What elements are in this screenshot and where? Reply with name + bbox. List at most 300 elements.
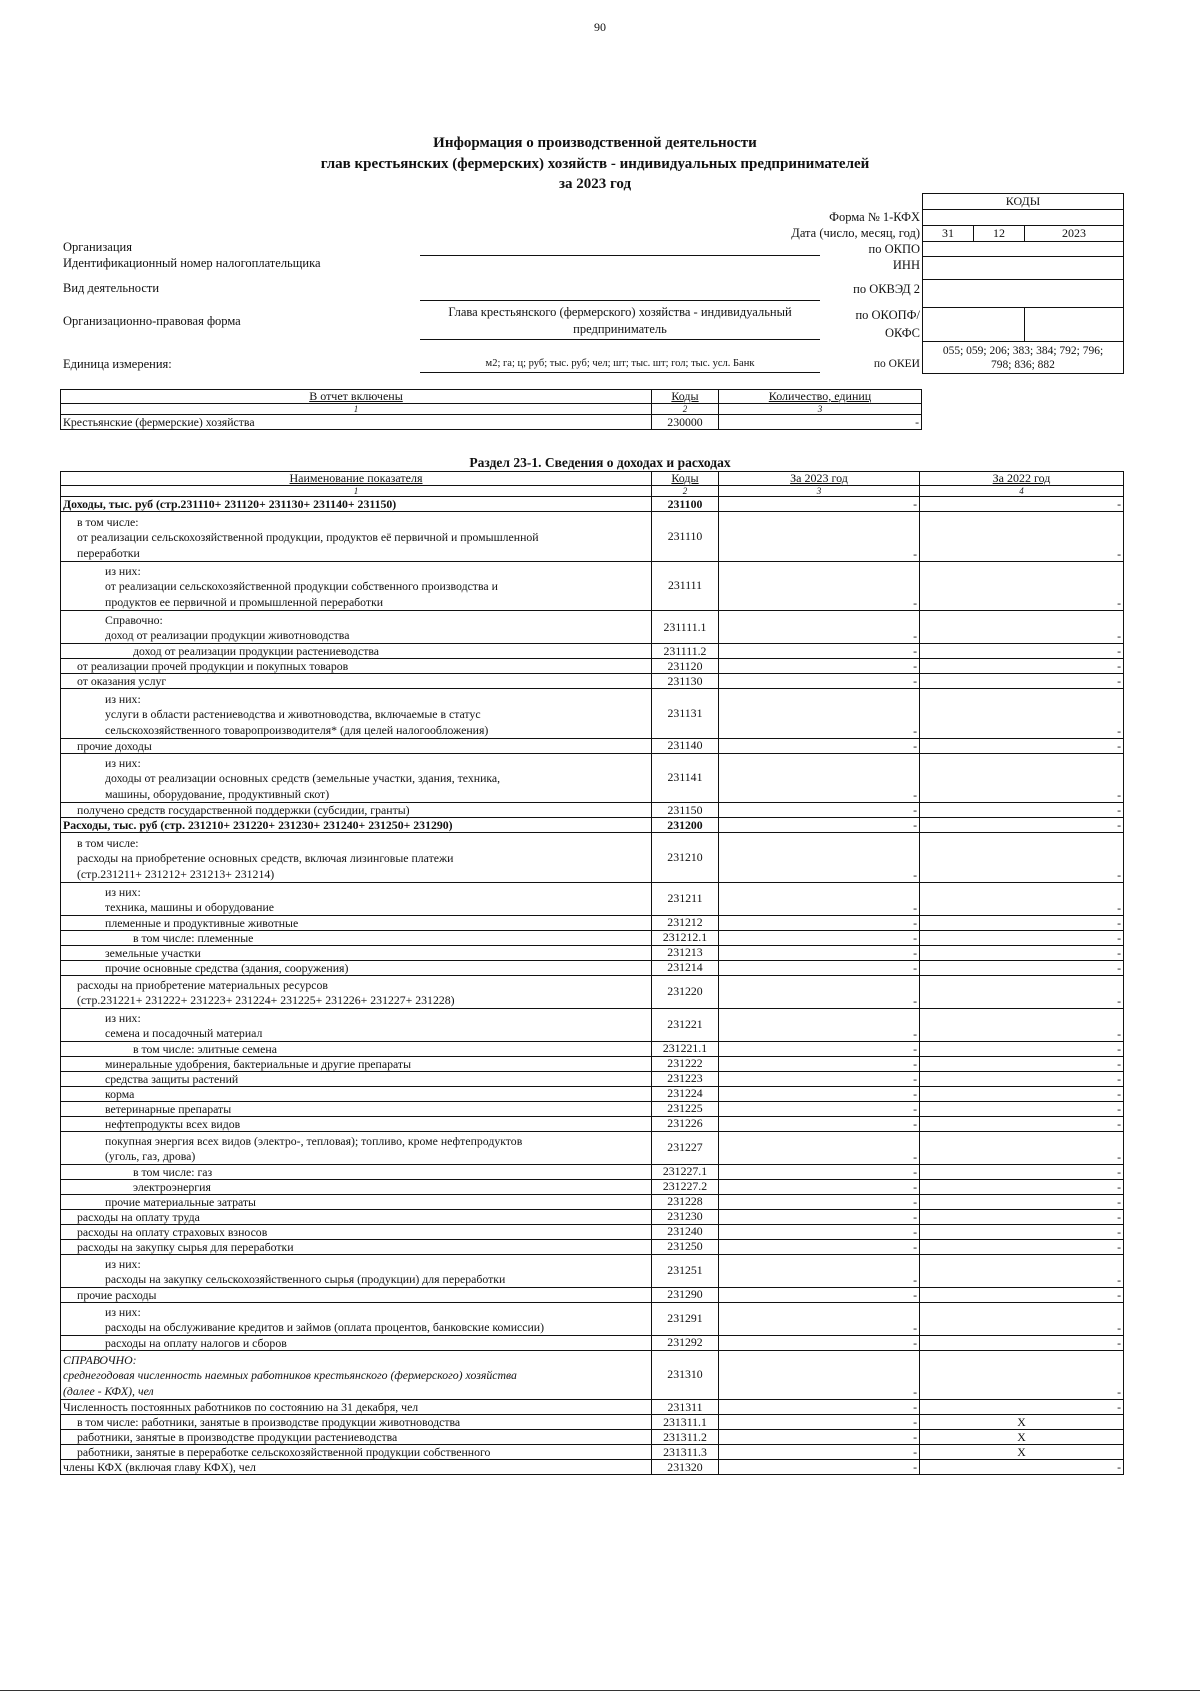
row-value-2022: - [920,1287,1124,1302]
row-value-2023: - [719,945,920,960]
row-name-line: средства защиты растений [105,1071,239,1086]
table-row [61,945,1124,960]
unit-value: м2; га; ц; руб; тыс. руб; чел; шт; тыс. шт; гол; тыс. усл. Банк [485,358,755,369]
row-value-2022: - [920,803,1124,818]
main-header-2022: За 2022 год [920,472,1124,486]
row-name-line: среднегодовая численность наемных работников крестьянского (фермерского) хозяйства [63,1368,517,1382]
row-code: 231220 [652,975,719,1008]
table-row [61,738,1124,753]
row-name [61,1254,652,1287]
row-name-line: от реализации сельскохозяйственной продукции, продуктов её первичной и промышленной [77,529,539,544]
table-row [61,1101,1124,1116]
table-row [61,753,1124,803]
row-name [61,1086,652,1101]
row-code: 231226 [652,1116,719,1131]
included-index-2: 2 [652,404,719,415]
row-code: 231120 [652,659,719,674]
row-name [61,738,652,753]
row-code: 231111 [652,561,719,611]
main-index-2: 2 [652,486,719,497]
table-row [61,818,1124,833]
row-code: 231311.3 [652,1445,719,1460]
row-code: 231222 [652,1056,719,1071]
row-value-2023: - [719,1460,920,1475]
legal-form-value-line-2: предприниматель [573,322,667,336]
row-name-line: расходы на оплату страховых взносов [77,1224,268,1239]
row-name-line: племенные и продуктивные животные [105,915,299,930]
table-row [61,1071,1124,1086]
row-name [61,975,652,1008]
row-name-line: продуктов ее первичной и промышленной переработки [105,595,384,609]
row-name-line: прочие доходы [77,738,152,753]
row-code: 231227.1 [652,1164,719,1179]
row-value-2022: - [920,1164,1124,1179]
document-title-line-3: за 2023 год [558,176,632,192]
row-code: 231228 [652,1194,719,1209]
row-code: 231311 [652,1400,719,1415]
main-header-2023: За 2023 год [719,472,920,486]
row-value-2023: - [719,1335,920,1350]
okpo-cell [923,242,1124,257]
row-name [61,1164,652,1179]
row-name-line: услуги в области растениеводства и животноводства, включаемые в статус [105,706,481,721]
row-name-line: члены КФХ (включая главу КФХ), чел [63,1460,256,1474]
row-name [61,960,652,975]
table-row [61,1287,1124,1302]
table-row [61,497,1124,512]
row-code: 231111.1 [652,611,719,644]
org-label: Организация [63,240,132,254]
row-value-2022: - [920,497,1124,512]
table-row [61,1209,1124,1224]
included-table [60,389,922,430]
row-value-2023: - [719,1041,920,1056]
table-row [61,1116,1124,1131]
row-name-line: доход от реализации продукции животноводства [105,628,350,642]
row-value-2022: - [920,1086,1124,1101]
row-name [61,1056,652,1071]
row-name-line: расходы на приобретение материальных ресурсов [77,977,328,992]
page-bottom-rule [0,1690,1200,1691]
row-code: 231311.2 [652,1430,719,1445]
table-row [61,512,1124,562]
row-value-2023: - [719,1179,920,1194]
row-value-2022: - [920,674,1124,689]
row-name-line: из них: [105,564,141,578]
row-value-2023: - [719,512,920,562]
row-name-line: Доходы, тыс. руб (стр.231110+ 231120+ 231130+ 231140+ 231150) [63,497,397,511]
row-name-line: получено средств государственной поддержки (субсидии, гранты) [77,803,410,817]
included-index-1: 1 [61,404,652,415]
row-value-2022: - [920,930,1124,945]
table-row [61,1056,1124,1071]
row-value-2022: - [920,960,1124,975]
row-name [61,1460,652,1475]
row-name [61,1224,652,1239]
row-name-line: (стр.231211+ 231212+ 231213+ 231214) [77,866,275,881]
row-code: 231250 [652,1239,719,1254]
row-code: 231230 [652,1209,719,1224]
row-value-2022: - [920,975,1124,1008]
table-row [61,1194,1124,1209]
row-code: 231224 [652,1086,719,1101]
row-name [61,1430,652,1445]
row-value-2023: - [719,1194,920,1209]
row-name-line: в том числе: племенные [133,930,254,945]
row-name [61,1041,652,1056]
table-row [61,930,1124,945]
row-value-2023: - [719,833,920,883]
row-code: 231140 [652,738,719,753]
row-value-2023: - [719,659,920,674]
row-value-2022: - [920,644,1124,659]
row-value-2022: - [920,833,1124,883]
row-name-line: покупная энергия всех видов (электро-, тепловая); топливо, кроме нефтепродуктов [105,1133,523,1148]
row-name-line: расходы на обслуживание кредитов и займов (оплата процентов, банковские комиссии) [105,1319,545,1334]
okfs-cell [1025,308,1124,342]
row-value-2023: - [719,689,920,739]
inn-label: ИНН [892,258,920,272]
codes-title: КОДЫ [923,194,1124,210]
table-row [61,882,1124,915]
row-code: 231311.1 [652,1415,719,1430]
row-value-2022: - [920,561,1124,611]
table-row [61,803,1124,818]
table-row [61,975,1124,1008]
row-name [61,659,652,674]
row-value-2022: - [920,1400,1124,1415]
table-row [61,689,1124,739]
row-code: 231150 [652,803,719,818]
row-name [61,882,652,915]
row-name [61,930,652,945]
table-row [61,1430,1124,1445]
row-name-line: ветеринарные препараты [105,1101,232,1116]
row-value-2023: - [719,930,920,945]
okei-codes-cell [923,342,1124,374]
legal-form-value [420,304,820,338]
row-value-2022: - [920,1302,1124,1335]
row-name-line: от оказания услуг [77,674,167,688]
row-value-2023: - [719,882,920,915]
row-name-line: переработки [77,545,140,560]
row-name-line: техника, машины и оборудование [105,899,275,914]
table-row [61,1254,1124,1287]
income-expense-table [60,471,1124,1475]
row-name [61,1071,652,1086]
row-code: 231221 [652,1008,719,1041]
row-code: 231292 [652,1335,719,1350]
row-value-2023: - [719,1239,920,1254]
row-name-line: доход от реализации продукции растениеводства [133,644,380,658]
row-value-2022: - [920,1131,1124,1164]
row-value-2022: - [920,753,1124,803]
row-name-line: от реализации прочей продукции и покупных товаров [77,659,349,673]
row-value-2023: - [719,1350,920,1400]
row-name [61,1116,652,1131]
row-name-line: прочие материальные затраты [105,1194,256,1209]
row-code: 231290 [652,1287,719,1302]
main-header-name: Наименование показателя [61,472,652,486]
row-name-line: земельные участки [105,945,201,960]
table-row [61,1239,1124,1254]
row-name-line: семена и посадочный материал [105,1025,263,1040]
row-name [61,818,652,833]
table-row [61,1008,1124,1041]
row-name-line: расходы на приобретение основных средств, включая лизинговые платежи [77,850,454,865]
row-name-line: расходы на закупку сельскохозяйственного сырья (продукции) для переработки [105,1271,506,1286]
row-value-2023: - [719,1086,920,1101]
main-table-body [61,497,1124,1475]
row-name-line: расходы на оплату труда [77,1209,200,1224]
row-value-2022: - [920,1350,1124,1400]
row-value-2022: - [920,1194,1124,1209]
row-name-line: минеральные удобрения, бактериальные и другие препараты [105,1056,411,1071]
row-value-2022: - [920,611,1124,644]
row-value-2023: - [719,1224,920,1239]
row-value-2022: - [920,1224,1124,1239]
row-value-2022: - [920,1041,1124,1056]
row-code: 231141 [652,753,719,803]
row-value-2023: - [719,1287,920,1302]
row-name-line: из них: [105,1010,141,1025]
row-value-2022: - [920,915,1124,930]
included-header-name: В отчет включены [61,390,652,404]
table-row [61,833,1124,883]
row-name [61,1400,652,1415]
row-name-line: СПРАВОЧНО: [63,1353,137,1367]
row-code: 231310 [652,1350,719,1400]
row-name-line: нефтепродукты всех видов [105,1116,241,1131]
table-row [61,1041,1124,1056]
row-value-2022: - [920,1209,1124,1224]
row-value-2023: - [719,1071,920,1086]
row-name-line: (далее - КФХ), чел [63,1384,154,1398]
row-code: 231221.1 [652,1041,719,1056]
row-name-line: машины, оборудование, продуктивный скот) [105,787,330,801]
row-name-line: прочие основные средства (здания, сооружения) [105,960,349,975]
row-name-line: в том числе: газ [133,1164,213,1179]
row-value-2023: - [719,1445,920,1460]
row-code: 231130 [652,674,719,689]
table-row [61,644,1124,659]
row-value-2022: - [920,1179,1124,1194]
row-name-line: доходы от реализации основных средств (земельные участки, здания, техника, [105,771,501,785]
row-name-line: корма [105,1086,135,1101]
table-row [61,1302,1124,1335]
legal-form-underline [420,339,820,340]
row-name-line: прочие расходы [77,1287,157,1302]
row-code: 231200 [652,818,719,833]
section-title: Раздел 23-1. Сведения о доходах и расходах [469,455,731,470]
row-name [61,803,652,818]
row-name [61,497,652,512]
row-value-2023: - [719,1056,920,1071]
row-name-line: из них: [105,1256,141,1271]
row-name [61,1131,652,1164]
table-row [61,1400,1124,1415]
row-code: 231240 [652,1224,719,1239]
inn-full-label: Идентификационный номер налогоплательщика [63,256,321,270]
row-value-2023: - [719,1008,920,1041]
row-name [61,644,652,659]
row-name [61,1239,652,1254]
row-value-2022: X [920,1430,1124,1445]
activity-label: Вид деятельности [63,281,160,295]
row-name [61,561,652,611]
row-name-line: сельскохозяйственного товаропроизводителя* (для целей налогообложения) [105,722,489,737]
row-code: 231212.1 [652,930,719,945]
main-index-3: 3 [719,486,920,497]
table-row [61,960,1124,975]
row-value-2022: - [920,1116,1124,1131]
row-code: 231225 [652,1101,719,1116]
row-name-line: Численность постоянных работников по состоянию на 31 декабря, чел [63,1400,419,1414]
okei-codes-line-2: 798; 836; 882 [991,358,1055,371]
form-label: Форма № 1-КФХ [829,210,920,224]
row-name [61,833,652,883]
row-value-2023: - [719,915,920,930]
row-name [61,1008,652,1041]
legal-form-label: Организационно-правовая форма [63,314,241,328]
included-row-qty: - [719,415,922,430]
row-name [61,1287,652,1302]
row-value-2022: - [920,1335,1124,1350]
row-code: 231211 [652,882,719,915]
okopf-label: по ОКОПФ/ [855,308,920,322]
okved-cell [923,280,1124,308]
row-name-line: электроэнергия [133,1179,211,1194]
row-value-2022: - [920,1239,1124,1254]
row-code: 231131 [652,689,719,739]
inn-cell [923,257,1124,280]
row-name [61,1194,652,1209]
date-month: 12 [974,226,1025,242]
row-value-2022: - [920,1460,1124,1475]
row-name [61,1302,652,1335]
row-name-line: из них: [105,1304,141,1319]
row-value-2022: - [920,1254,1124,1287]
row-value-2022: - [920,1101,1124,1116]
row-value-2023: - [719,497,920,512]
row-code: 231320 [652,1460,719,1475]
row-value-2023: - [719,1164,920,1179]
row-code: 231110 [652,512,719,562]
row-value-2023: - [719,975,920,1008]
row-value-2023: - [719,753,920,803]
row-value-2023: - [719,1430,920,1445]
codes-box [922,193,1124,374]
row-name [61,689,652,739]
table-row [61,561,1124,611]
row-code: 231213 [652,945,719,960]
included-header-qty: Количество, единиц [719,390,922,404]
row-value-2023: - [719,561,920,611]
row-value-2023: - [719,803,920,818]
included-index-3: 3 [719,404,922,415]
row-name-line: в том числе: [77,835,139,850]
row-value-2023: - [719,674,920,689]
document-title-line-1: Информация о производственной деятельности [433,135,757,151]
main-header-code: Коды [652,472,719,486]
row-name-line: из них: [105,884,141,899]
okopf-cell [923,308,1025,342]
row-name-line: расходы на закупку сырья для переработки [77,1239,294,1254]
date-label: Дата (число, месяц, год) [791,226,920,240]
main-index-1: 1 [61,486,652,497]
row-value-2023: - [719,1400,920,1415]
unit-underline [420,372,820,373]
activity-underline [420,300,820,301]
row-code: 231100 [652,497,719,512]
form-code-cell [923,210,1124,226]
row-code: 231223 [652,1071,719,1086]
row-value-2022: - [920,689,1124,739]
okfs-label: ОКФС [884,326,920,340]
row-code: 231210 [652,833,719,883]
row-name [61,1350,652,1400]
table-row [61,915,1124,930]
row-name [61,1209,652,1224]
row-code: 231227 [652,1131,719,1164]
row-name-line: Справочно: [105,613,163,627]
row-code: 231291 [652,1302,719,1335]
table-row [61,1164,1124,1179]
row-name-line: в том числе: [77,514,139,529]
row-value-2022: X [920,1445,1124,1460]
date-day: 31 [923,226,974,242]
table-row [61,1335,1124,1350]
okved-label: по ОКВЭД 2 [853,282,920,296]
row-value-2023: - [719,960,920,975]
table-row [61,1350,1124,1400]
included-row-name: Крестьянские (фермерские) хозяйства [61,415,652,430]
row-name [61,1101,652,1116]
row-name [61,1335,652,1350]
date-year: 2023 [1025,226,1124,242]
row-value-2023: - [719,1131,920,1164]
row-name [61,1179,652,1194]
row-value-2022: - [920,512,1124,562]
table-row [61,1179,1124,1194]
row-code: 231251 [652,1254,719,1287]
row-value-2022: X [920,1415,1124,1430]
included-row-code: 230000 [652,415,719,430]
row-name-line: от реализации сельскохозяйственной продукции собственного производства и [105,579,498,593]
included-header-code: Коды [652,390,719,404]
unit-label: Единица измерения: [63,357,172,371]
row-name [61,753,652,803]
table-row [61,674,1124,689]
row-code: 231214 [652,960,719,975]
row-value-2023: - [719,1254,920,1287]
row-name-line: работники, занятые в переработке сельскохозяйственной продукции собственного [77,1445,491,1459]
row-value-2023: - [719,1209,920,1224]
row-value-2023: - [719,1116,920,1131]
table-row [61,611,1124,644]
row-name [61,1445,652,1460]
row-value-2022: - [920,945,1124,960]
row-value-2022: - [920,738,1124,753]
legal-form-value-line-1: Глава крестьянского (фермерского) хозяйства - индивидуальный [448,305,792,319]
table-row [61,1131,1124,1164]
row-code: 231111.2 [652,644,719,659]
row-name [61,674,652,689]
row-name [61,915,652,930]
row-name [61,611,652,644]
row-value-2023: - [719,818,920,833]
row-name-line: (уголь, газ, дрова) [105,1148,196,1163]
